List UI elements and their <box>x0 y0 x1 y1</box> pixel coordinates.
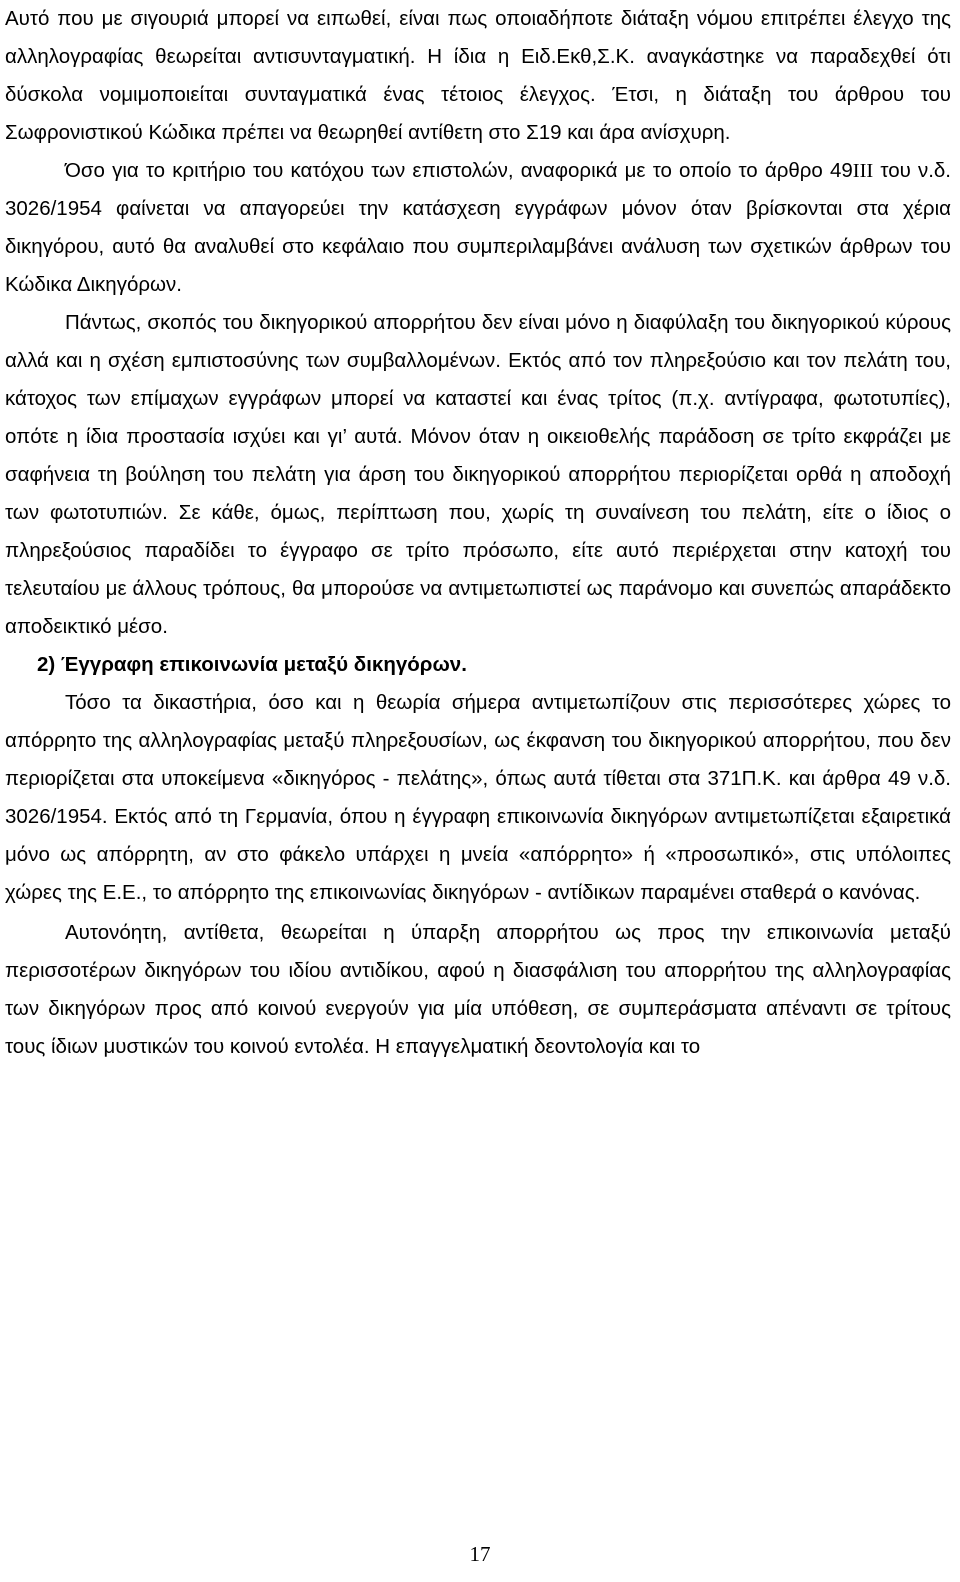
paragraph-1: Αυτό που με σιγουριά μπορεί να ειπωθεί, είναι πως οποιαδήποτε διάταξη νόμου επιτρέπει έλεγχο της αλληλογραφίας θεωρείται αντισυνταγματική. Η ίδια η Ειδ.Εκθ,Σ.Κ. αναγκάστηκε να παραδεχθεί ότι δύσκολα νομιμοποιείται συνταγματικά ένας τέτοιος έλεγχος. Έτσι, η διάταξη του άρθρου του Σωφρονιστικού Κώδικα πρέπει να θεωρηθεί αντίθετη στο Σ19 και άρα ανίσχυρη. <box>5 7 951 144</box>
paragraph-2 <box>5 152 951 304</box>
paragraph-2-roman-numeral: ΙΙΙ <box>852 160 874 182</box>
paragraph-3: Πάντως, σκοπός του δικηγορικού απορρήτου δεν είναι μόνο η διαφύλαξη του δικηγορικού κύρους αλλά και η σχέση εμπιστοσύνης των συμβαλλομένων. Εκτός από τον πληρεξούσιο και τον πελάτη του, κάτοχος των επίμαχων εγγράφων μπορεί να καταστεί και ένας τρίτος (π.χ. αντίγραφα, φωτοτυπίες), οπότε η ίδια προστασία ισχύει και γι’ αυτά. Μόνον όταν η οικειοθελής παράδοση σε τρίτο εκφράζει με σαφήνεια τη βούληση του πελάτη για άρση του δικηγορικού απορρήτου περιορίζεται ορθά η αποδοχή των φωτοτυπιών. Σε κάθε, όμως, περίπτωση που, χωρίς τη συναίνεση του πελάτη, είτε ο ίδιος ο πληρεξούσιος παραδίδει το έγγραφο σε τρίτο πρόσωπο, είτε αυτό περιέρχεται στην κατοχή του τελευταίου με άλλους τρόπους, θα μπορούσε να αντιμετωπιστεί ως παράνομο και συνεπώς απαράδεκτο αποδεικτικό μέσο. <box>5 311 951 638</box>
paragraph-2-end: του ν.δ. 3026/1954 φαίνεται να απαγορεύει την κατάσχεση εγγράφων μόνον όταν βρίσκονται στα χέρια δικηγόρου, αυτό θα αναλυθεί στο κεφάλαιο που συμπεριλαμβάνει ανάλυση των σχετικών άρθρων του Κώδικα Δικηγόρων. <box>5 159 951 296</box>
paragraph-4: Τόσο τα δικαστήρια, όσο και η θεωρία σήμερα αντιμετωπίζουν στις περισσότερες χώρες το απόρρητο της αλληλογραφίας μεταξύ πληρεξουσίων, ως έκφανση του δικηγορικού απορρήτου, που δεν περιορίζεται στα υποκείμενα «δικηγόρος - πελάτης», όπως αυτά τίθεται στα 371Π.Κ. και άρθρα 49 ν.δ. 3026/1954. Εκτός από τη Γερμανία, όπου η έγγραφη επικοινωνία δικηγόρων αντιμετωπίζεται εξαιρετικά μόνο ως απόρρητη, αν στο φάκελο υπάρχει η μνεία «απόρρητο» ή «προσωπικό», στις υπόλοιπες χώρες της Ε.Ε., το απόρρητο της επικοινωνίας δικηγόρων - αντίδικων παραμένει σταθερά ο κανόνας. <box>5 691 951 904</box>
paragraph-5: Αυτονόητη, αντίθετα, θεωρείται η ύπαρξη απορρήτου ως προς την επικοινωνία μεταξύ περισσοτέρων δικηγόρων του ιδίου αντιδίκου, αφού η διασφάλιση του απορρήτου της αλληλογραφίας των δικηγόρων προς από κοινού ενεργούν για μία υπόθεση, σε συμπεράσματα απέναντι σε τρίτους τους ίδιων μυστικών του κοινού εντολέα. Η επαγγελματική δεοντολογία και το <box>5 921 951 1058</box>
page-number: 17 <box>469 1542 491 1566</box>
paragraph-2-start: Όσο για το κριτήριο του κατόχου των επιστολών, αναφορικά με το οποίο το άρθρο 49 <box>65 159 853 182</box>
section-heading: 2) Έγγραφη επικοινωνία μεταξύ δικηγόρων. <box>37 653 467 676</box>
document-page <box>5 0 951 1066</box>
